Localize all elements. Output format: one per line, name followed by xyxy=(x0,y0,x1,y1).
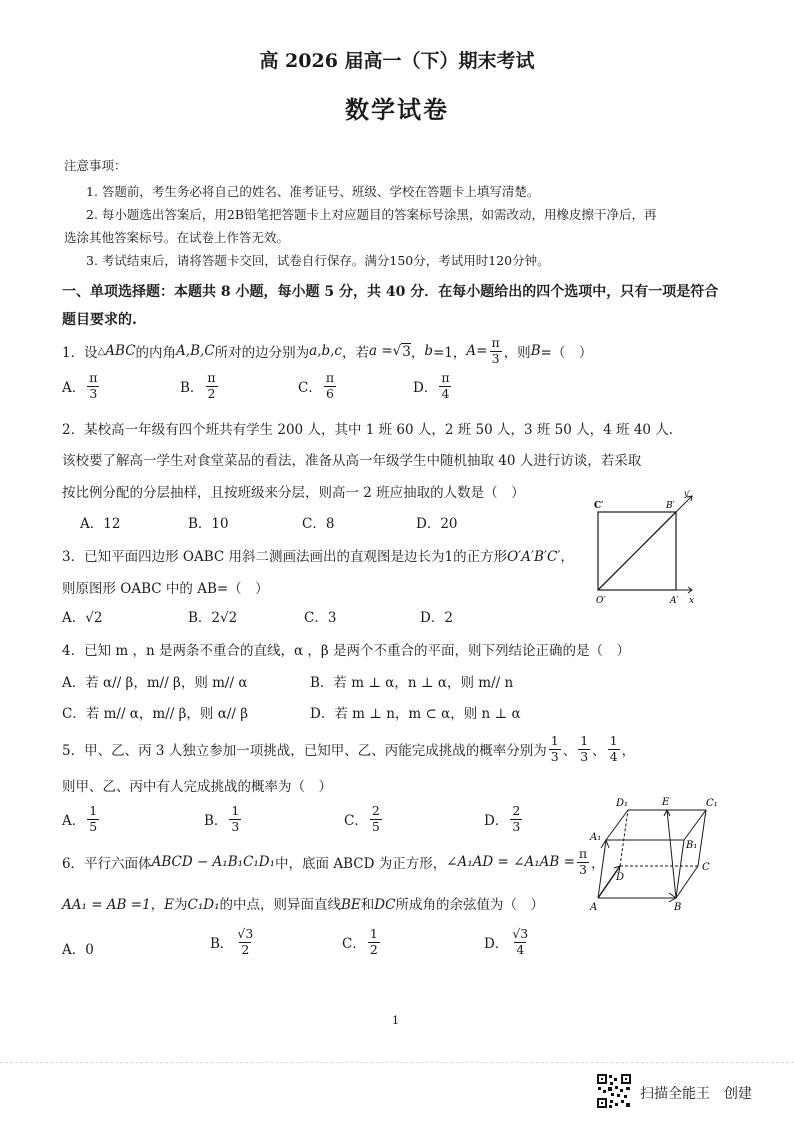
q2-option-b[interactable]: B．10 xyxy=(188,516,229,532)
q6-option-c[interactable]: C． $\frac{1}{2}$ xyxy=(342,926,378,957)
q6-option-b[interactable]: B． $\frac{√3}{2}$ xyxy=(210,926,254,957)
q4-option-c[interactable]: C．若 m// α，m// β，则 α// β xyxy=(62,706,249,722)
q1-math: A xyxy=(466,343,477,359)
q6-option-a[interactable]: A．0 xyxy=(62,942,94,958)
q4-option-d[interactable]: D．若 m ⊥ n，m ⊂ α，则 n ⊥ α xyxy=(310,706,521,722)
question-6-line-1: 6．平行六面体 ABCD − A₁B₁C₁D₁ 中，底面 ABCD 为正方形， ∠A₁AD = ∠A₁AB = $\frac{\pi}{3}$ ， xyxy=(62,846,605,877)
q6-option-d[interactable]: D． $\frac{√3}{4}$ xyxy=(484,926,529,957)
notice-item-1: 1. 答题前，考生务必将自己的姓名、准考证号、班级、学校在答题卡上填写清楚。 xyxy=(86,184,540,199)
question-1-stem xyxy=(62,336,592,366)
parallelepiped-figure xyxy=(586,792,722,918)
q1-math: a = xyxy=(368,343,393,359)
q2-option-c[interactable]: C．8 xyxy=(302,516,335,532)
label-a1: A₁ xyxy=(590,832,602,843)
question-5-line-2: 则甲、乙、丙中有人完成挑战的概率为（ ） xyxy=(62,779,332,795)
q5-fraction: $\frac{1}{3}$ xyxy=(550,733,559,764)
q3-option-d[interactable]: D．2 xyxy=(420,610,453,626)
label-x: x xyxy=(689,596,695,606)
q1-option-a[interactable]: A． $\frac{\pi}{3}$ xyxy=(62,370,98,401)
label-b-prime: B′ xyxy=(666,501,675,511)
q1-text: 1．设 xyxy=(62,345,98,361)
figure-diagonal xyxy=(598,512,676,590)
edge-cc1 xyxy=(698,810,706,866)
q5-option-c[interactable]: C． $\frac{2}{5}$ xyxy=(344,803,380,834)
notice-item-3: 3. 考试结束后，请将答题卡交回，试卷自行保存。满分150分，考试用时120分钟。 xyxy=(86,253,550,268)
exam-subtitle: 数学试卷 xyxy=(345,95,449,124)
q1-math: a,b,c xyxy=(309,343,342,359)
q1-math: A,B,C xyxy=(176,343,215,359)
question-4-stem: 4．已知 m ，n 是两条不重合的直线，α ，β 是两个不重合的平面，则下列结论正确的是（ ） xyxy=(62,643,630,659)
edge-bb1 xyxy=(676,840,684,898)
q1-text: =1， xyxy=(433,345,467,361)
figure-y-axis xyxy=(676,496,692,512)
q1-text: ，若 xyxy=(341,345,369,361)
segment-be xyxy=(667,810,676,898)
notice-heading: 注意事项： xyxy=(64,158,127,173)
q4-option-b[interactable]: B．若 m ⊥ α，n ⊥ α，则 m// n xyxy=(310,675,514,691)
label-d1: D₁ xyxy=(616,798,629,809)
question-6-line-2: AA₁ = AB =1，E为C₁D₁的中点，则异面直线BE和DC所成角的余弦值为（ ） xyxy=(62,897,544,913)
label-d: D xyxy=(616,872,625,883)
q1-math: 3 xyxy=(402,343,411,360)
triangle-icon: △ xyxy=(97,345,106,357)
q3-option-a[interactable]: A．√2 xyxy=(62,610,103,626)
q6-fraction: $\frac{\pi}{3}$ xyxy=(578,846,588,877)
q1-option-b[interactable]: B． $\frac{\pi}{2}$ xyxy=(180,370,216,401)
q5-option-a[interactable]: A． $\frac{1}{5}$ xyxy=(62,803,98,834)
q5-option-d[interactable]: D． $\frac{2}{3}$ xyxy=(484,803,521,834)
q1-math: B xyxy=(530,343,541,359)
q5-fraction: $\frac{1}{4}$ xyxy=(609,733,618,764)
q1-option-c[interactable]: C． $\frac{\pi}{6}$ xyxy=(298,370,335,401)
q1-text: 所对的边分别为 xyxy=(214,345,310,361)
q3-option-c[interactable]: C．3 xyxy=(304,610,337,626)
question-3-line-1: 3．已知平面四边形 OABC 用斜二测画法画出的直观图是边长为1的正方形O′A′B′C′， xyxy=(62,549,574,565)
q2-option-a[interactable]: A．12 xyxy=(80,516,121,532)
label-e: E xyxy=(662,797,670,808)
q1-option-d[interactable]: D． $\frac{\pi}{4}$ xyxy=(413,370,450,401)
label-o-prime: O′ xyxy=(596,596,606,606)
scan-divider xyxy=(0,1062,794,1063)
label-b1: B₁ xyxy=(686,840,698,851)
q1-math: b xyxy=(424,343,433,359)
q4-option-a[interactable]: A．若 α// β，m// β，则 m// α xyxy=(62,675,248,691)
page-number: 1 xyxy=(392,1014,399,1027)
question-5-line-1: 5．甲、乙、丙 3 人独立参加一项挑战，已知甲、乙、丙能完成挑战的概率分别为 $\frac{1}{3}$ 、 $\frac{1}{3}$ 、 $\frac{1}{4}$ ， xyxy=(62,733,636,764)
edge-dd1 xyxy=(620,810,628,866)
question-2-line-1: 2．某校高一年级有四个班共有学生 200 人，其中 1 班 60 人，2 班 50 人，3 班 50 人，4 班 40 人. xyxy=(62,422,674,438)
q1-text: ，则 xyxy=(503,345,531,361)
question-2-line-2: 该校要了解高一学生对食堂菜品的看法，准备从高一年级学生中随机抽取 40 人进行访谈，若采取 xyxy=(62,453,642,469)
label-y-prime: y′ xyxy=(684,490,691,498)
q1-text: 的内角 xyxy=(135,345,177,361)
label-a: A xyxy=(590,902,598,913)
q1-fraction: $\frac{\pi}{3}$ xyxy=(491,335,500,366)
q1-math: = xyxy=(476,343,488,359)
q1-text: ， xyxy=(410,345,425,361)
label-a-prime: A′ xyxy=(670,596,679,606)
notice-item-2: 2. 每小题选出答案后，用2B铅笔把答题卡上对应题目的答案标号涂黑，如需改动，用橡皮擦干净后，再 xyxy=(86,207,657,222)
question-3-line-2: 则原图形 OABC 中的 AB=（ ） xyxy=(62,581,269,597)
q1-text: =（ ） xyxy=(540,345,593,361)
exam-title: 高 2026 届高一（下）期末考试 xyxy=(259,50,535,72)
scanner-watermark: 扫描全能王 创建 xyxy=(640,1086,752,1102)
question-2-line-3: 按比例分配的分层抽样，且按班级来分层，则高一 2 班应抽取的人数是（ ） xyxy=(62,485,525,501)
label-b: B xyxy=(674,902,682,913)
notice-item-2-cont: 选涂其他答案标号。在试卷上作答无效。 xyxy=(64,230,290,245)
qr-code-icon xyxy=(596,1073,632,1109)
square-oblique-figure xyxy=(588,490,700,610)
q5-fraction: $\frac{1}{3}$ xyxy=(580,733,589,764)
q5-option-b[interactable]: B． $\frac{1}{3}$ xyxy=(204,803,240,834)
section-heading-cont: 题目要求的. xyxy=(62,312,137,328)
label-c-prime: C′ xyxy=(594,501,604,511)
sqrt-icon: √ xyxy=(392,343,402,359)
section-heading: 一、单项选择题：本题共 8 小题，每小题 5 分，共 40 分．在每小题给出的四个选项中，只有一项是符合 xyxy=(62,284,719,300)
label-c1: C₁ xyxy=(706,798,718,809)
label-c: C xyxy=(702,862,710,873)
q1-text: ABC xyxy=(105,343,136,359)
q3-option-b[interactable]: B．2√2 xyxy=(188,610,238,626)
q2-option-d[interactable]: D．20 xyxy=(416,516,458,532)
